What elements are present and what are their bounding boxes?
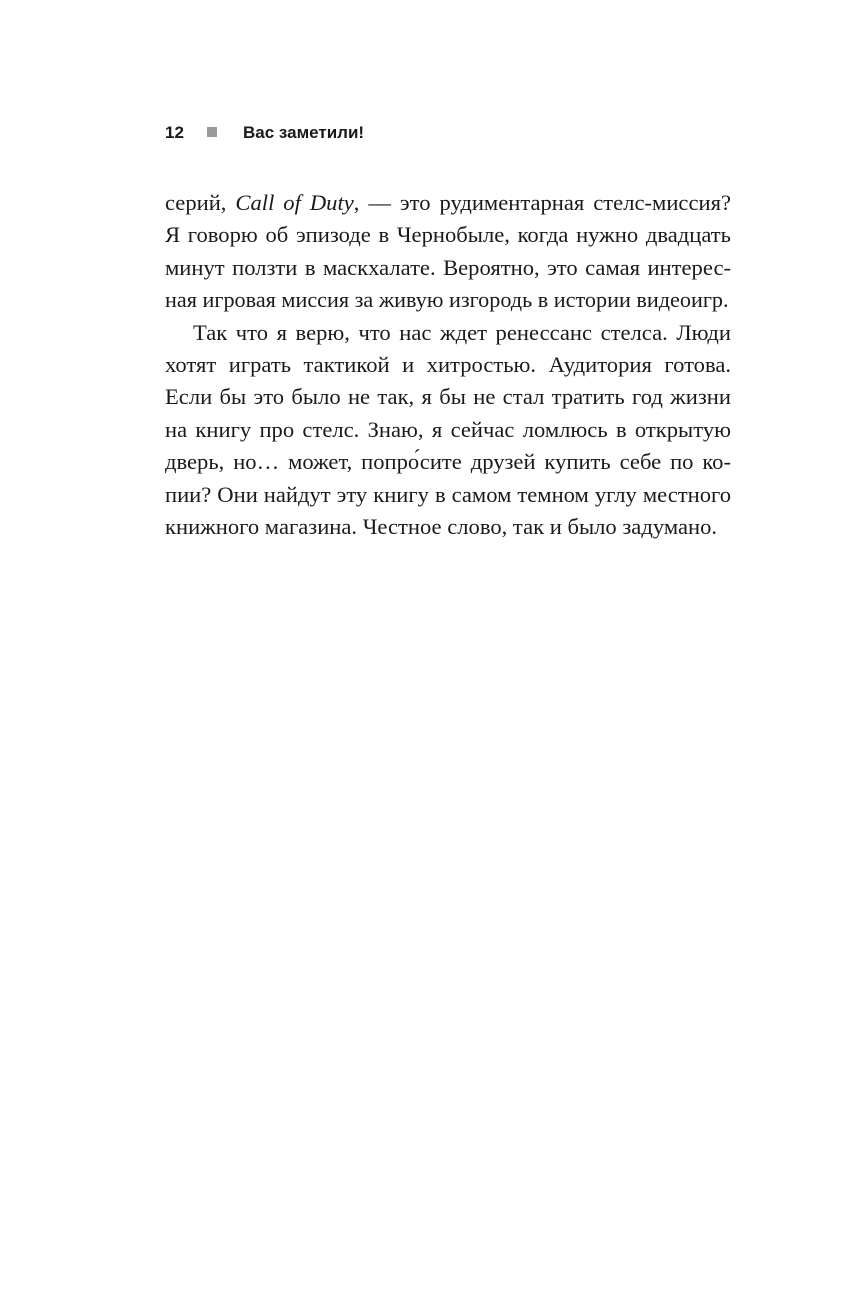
chapter-title: Вас заметили!	[243, 123, 365, 142]
game-title-italic: Call of Duty	[235, 190, 354, 215]
square-separator-icon	[207, 127, 217, 137]
paragraph-2	[165, 317, 731, 544]
text-run: , — это рудиментарная стелс-миссия?	[353, 190, 731, 215]
text-line: на книгу про стелс. Знаю, я сейчас ломлюсь в открытую	[165, 416, 731, 442]
text-line: хотят играть тактикой и хитростью. Аудитория готова.	[165, 351, 731, 377]
text-line: книжного магазина. Честное слово, так и было задумано.	[165, 513, 718, 539]
page-number: 12	[165, 123, 184, 142]
text-line: ная игровая миссия за живую изгородь в истории видеоигр.	[165, 287, 729, 313]
text-line: пии? Они найдут эту книгу в самом темном углу местного	[165, 481, 731, 507]
text-run: серий,	[165, 190, 236, 215]
text-line	[165, 187, 731, 219]
text-line: Я говорю об эпизоде в Чернобыле, когда нужно двадцать	[165, 222, 731, 248]
text-line: дверь, но… может, попро́сите друзей купить себе по ко-	[165, 449, 731, 475]
body-text	[165, 187, 731, 543]
paragraph-1	[165, 187, 731, 317]
text-line: Если бы это было не так, я бы не стал тратить год жизни	[165, 384, 731, 410]
text-line: минут ползти в маскхалате. Вероятно, это самая интерес-	[165, 254, 731, 280]
running-head	[165, 121, 364, 145]
text-line: Так что я верю, что нас ждет ренессанс стелса. Люди	[193, 319, 731, 345]
